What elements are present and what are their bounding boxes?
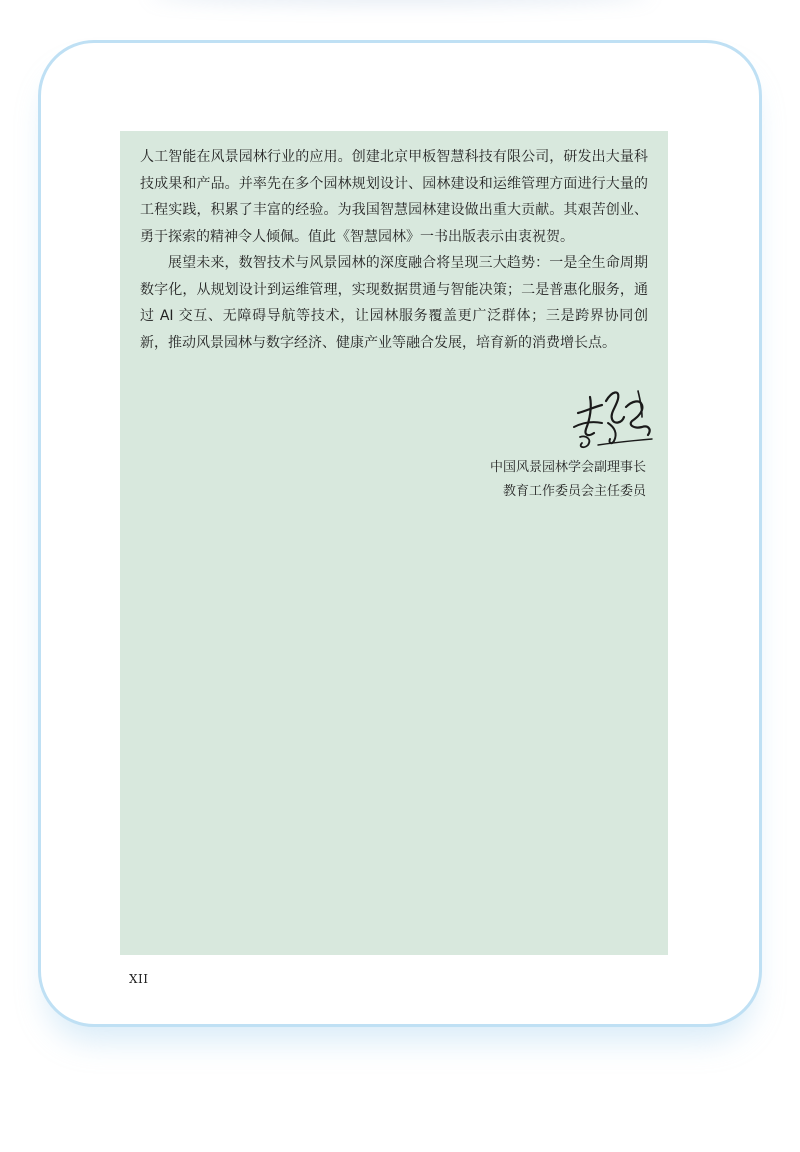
paragraph-1: 人工智能在风景园林行业的应用。创建北京甲板智慧科技有限公司，研发出大量科技成果和产品。并率先在多个园林规划设计、园林建设和运维管理方面进行大量的工程实践，积累了丰富的经验。为我国智慧园林建设做出重大贡献。其艰苦创业、勇于探索的精神令人倾佩。值此《智慧园林》一书出版表示由衷祝贺。 <box>140 149 648 245</box>
affiliation-line-1: 中国风景园林学会副理事长 <box>489 460 646 475</box>
affiliation-line-2: 教育工作委员会主任委员 <box>502 484 646 499</box>
book-page <box>120 131 668 955</box>
page-number: XII <box>129 972 149 986</box>
body-text <box>140 144 648 356</box>
paragraph-2: 展望未来，数智技术与风景园林的深度融合将呈现三大趋势：一是全生命周期数字化，从规划设计到运维管理，实现数据贯通与智能决策；二是普惠化服务，通过 AI 交互、无障碍导航等技术，让园林服务覆盖更广泛群体；三是跨界协同创新，推动风景园林与数字经济、健康产业等融合发展，培育新的消费增长点。 <box>140 255 648 351</box>
handwritten-signature <box>568 383 658 455</box>
author-affiliation <box>490 456 646 504</box>
